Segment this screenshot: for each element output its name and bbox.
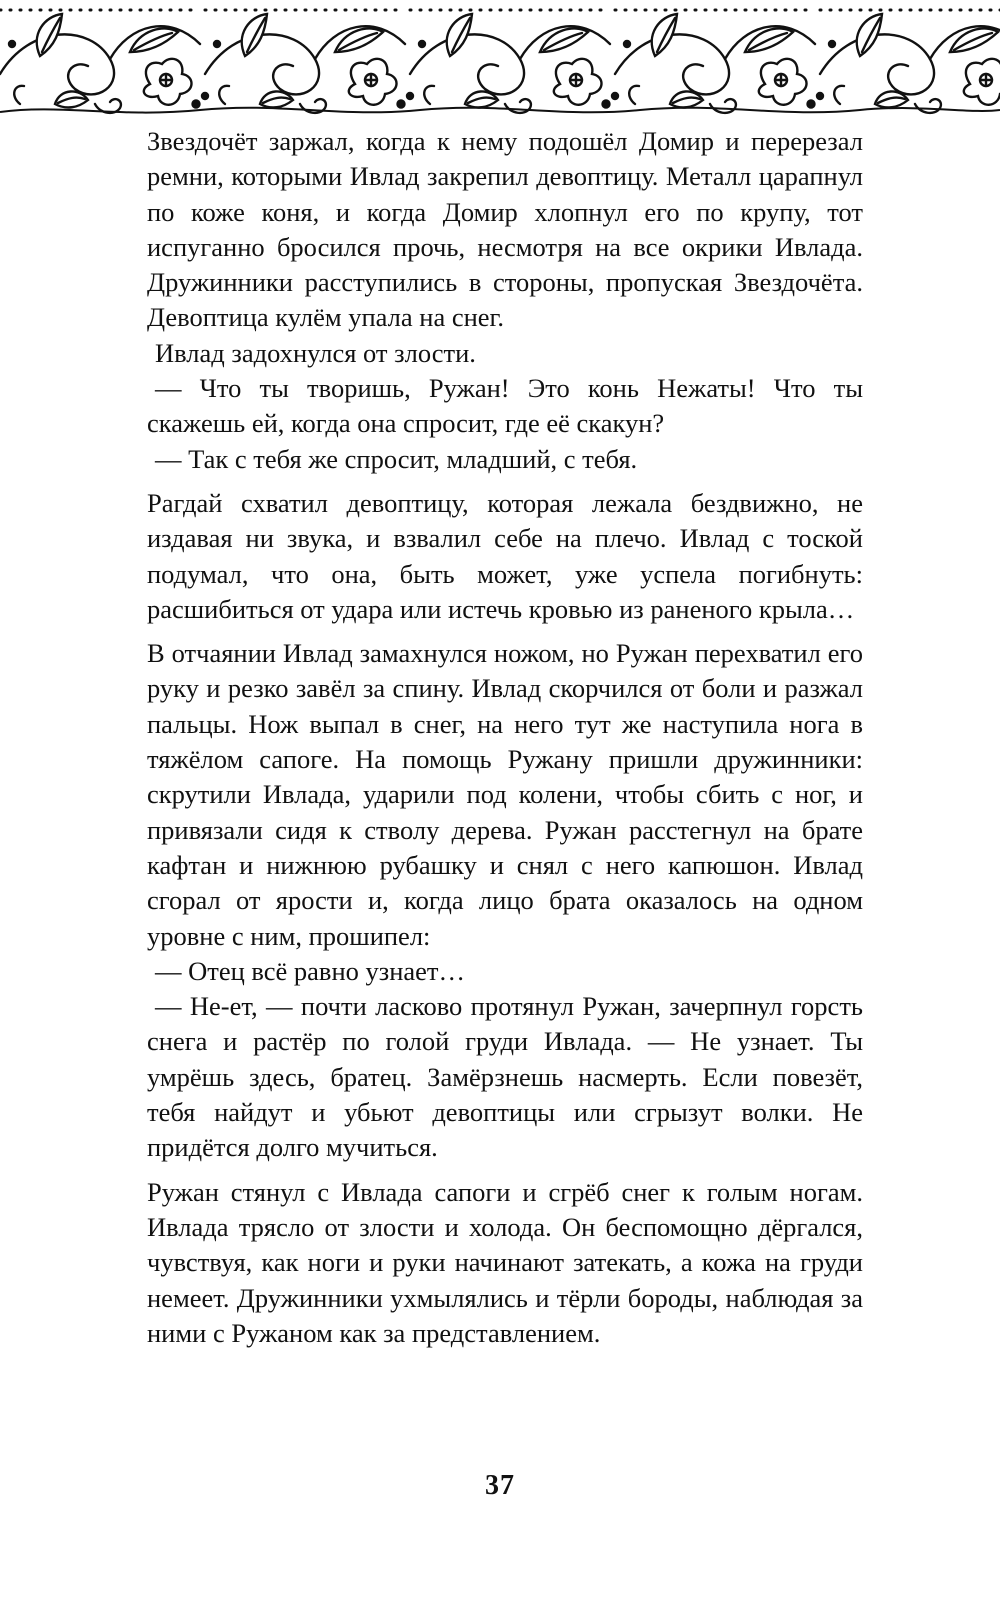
- paragraph: Ивлад задохнулся от злости.: [155, 337, 476, 368]
- paragraph: В отчаянии Ивлад замахнулся ножом, но Ружан перехватил его руку и резко завёл за спину. Ивлад скорчился от боли и разжал пальцы. Нож выпал в снег, на него тут же наступила нога в тяжёлом сапоге. На помощь Ружану пришли дружинники: скрутили Ивлада, ударили под колени, чтобы сбить с ног, и привязали сидя к стволу дерева. Ружан расстегнул на брате кафтан и нижнюю рубашку и снял с него капюшон. Ивлад сгорал от ярости и, когда лицо брата оказалось на одном уровне с ним, прошипел:: [147, 638, 863, 951]
- paragraph: Звездочёт заржал, когда к нему подошёл Домир и перерезал ремни, которыми Ивлад закрепил девоптицу. Металл царапнул по коже коня, и когда Домир хлопнул его по крупу, тот испуганно бросился прочь, несмотря на все окрики Ивлада. Дружинники расступились в стороны, пропуская Звездочёта. Девоптица кулём упала на снег.: [147, 126, 863, 333]
- dialogue-line: — Отец всё равно узнает…: [155, 955, 466, 986]
- dialogue-line: — Не-ет, — почти ласково протянул Ружан, зачерпнул горсть снега и растёр по голой груди Ивлада. — Не узнает. Ты умрёшь здесь, братец. Замёрзнешь насмерть. Если повезёт, тебя найдут и убьют девоптицы или сгрызут волки. Не придётся долго мучиться.: [147, 991, 863, 1163]
- body-text: [147, 124, 863, 1351]
- floral-ornament-border-icon: [0, 0, 1000, 118]
- page-number: 37: [485, 1470, 515, 1501]
- dialogue-line: — Что ты творишь, Ружан! Это конь Нежаты! Что ты скажешь ей, когда она спросит, где её скакун?: [147, 373, 863, 439]
- paragraph: Рагдай схватил девоптицу, которая лежала бездвижно, не издавая ни звука, и взвалил себе на плечо. Ивлад с тоской подумал, что она, быть может, уже успела погибнуть: расшибиться от удара или истечь кровью из раненого крыла…: [147, 487, 863, 624]
- dialogue-line: — Так с тебя же спросит, младший, с тебя.: [155, 443, 638, 474]
- paragraph: Ружан стянул с Ивлада сапоги и сгрёб снег к голым ногам. Ивлада трясло от злости и холода. Он беспомощно дёргался, чувствуя, как ноги и руки начинают затекать, а кожа на груди немеет. Дружинники ухмылялись и тёрли бороды, наблюдая за ними с Ружаном как за представлением.: [147, 1176, 863, 1348]
